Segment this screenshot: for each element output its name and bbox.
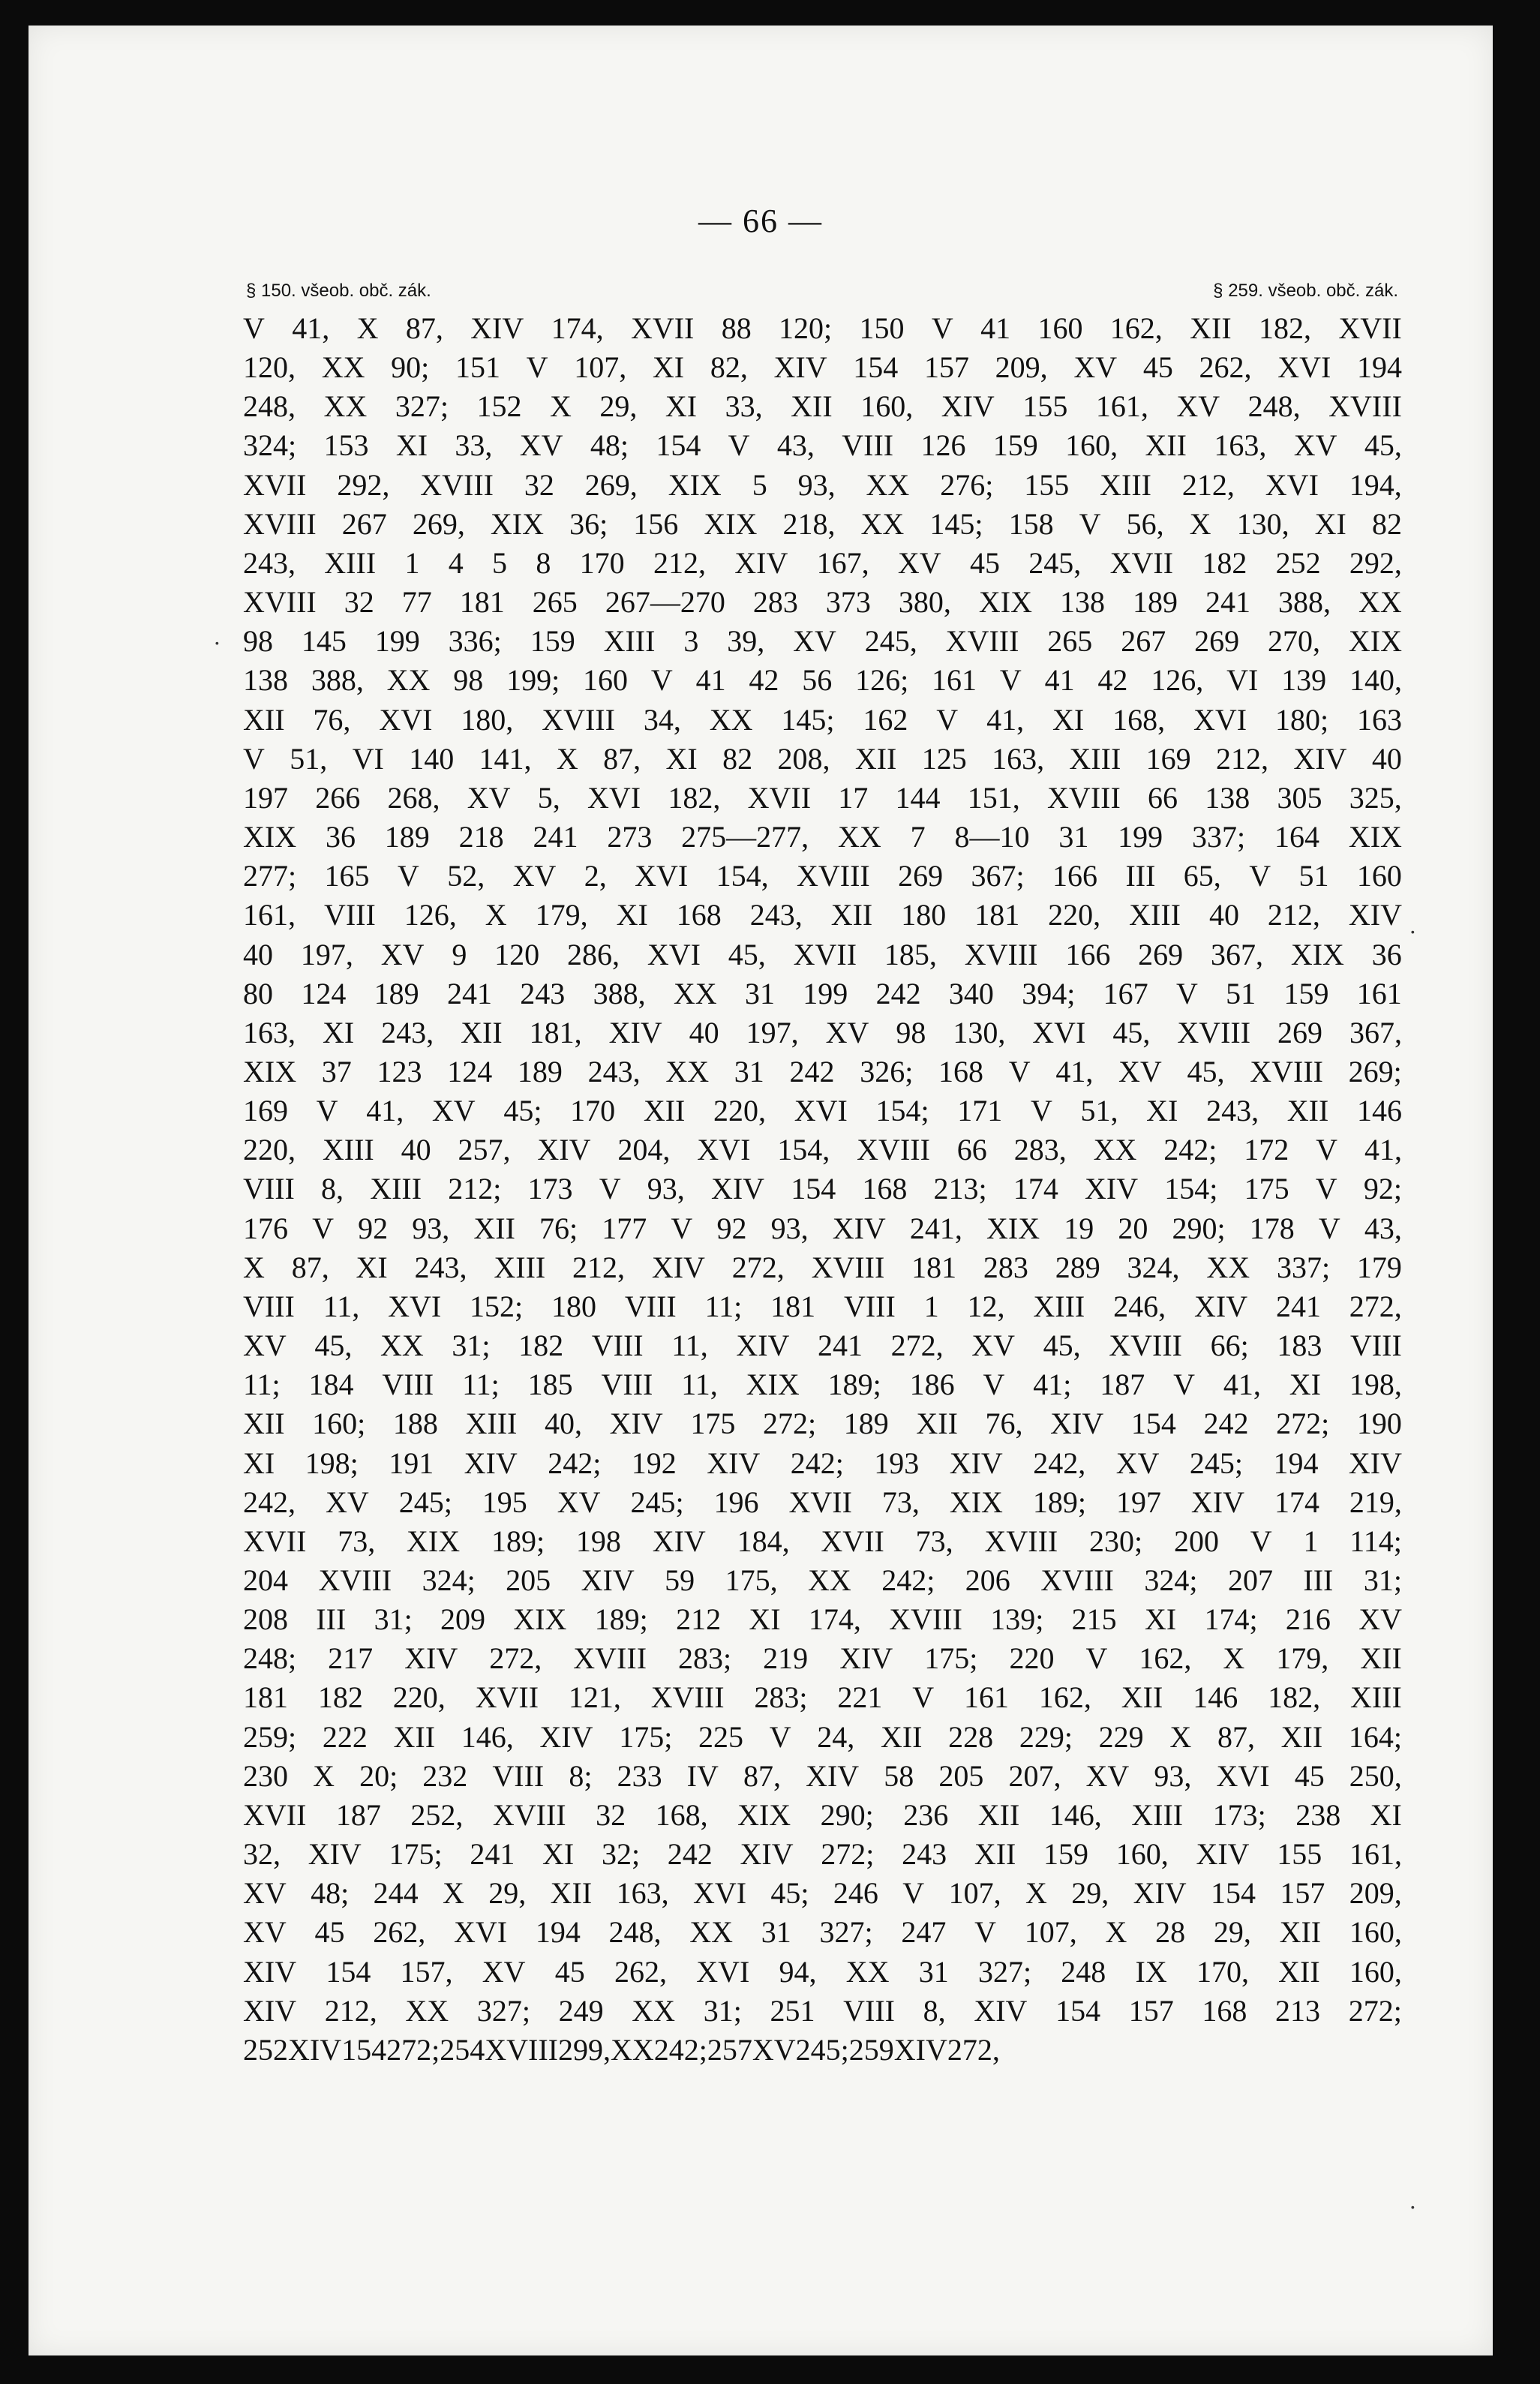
text-line: XV 45, XX 31; 182 VIII 11, XIV 241 272, XV 45, XVIII 66; 183 VIII [243, 1329, 1402, 1363]
text-line: V 41, X 87, XIV 174, XVII 88 120; 150 V 41 160 162, XII 182, XVII [243, 311, 1402, 345]
index-body-text [243, 309, 1402, 2070]
text-line: 181 182 220, XVII 121, XVIII 283; 221 V 161 162, XII 146 182, XIII [243, 1680, 1402, 1715]
text-line: XIV 154 157, XV 45 262, XVI 94, XX 31 327; 248 IX 170, XII 160, [243, 1954, 1402, 1989]
text-line: XII 76, XVI 180, XVIII 34, XX 145; 162 V 41, XI 168, XVI 180; 163 [243, 702, 1402, 737]
text-line: 204 XVIII 324; 205 XIV 59 175, XX 242; 206 XVIII 324; 207 III 31; [243, 1563, 1402, 1597]
text-line: XII 160; 188 XIII 40, XIV 175 272; 189 XII 76, XIV 154 242 272; 190 [243, 1407, 1402, 1441]
text-line: XVII 73, XIX 189; 198 XIV 184, XVII 73, XVIII 230; 200 V 1 114; [243, 1524, 1402, 1558]
margin-mark: · [1409, 918, 1417, 945]
section-reference-left: § 150. všeob. obč. zák. [246, 281, 431, 301]
text-line: VIII 8, XIII 212; 173 V 93, XIV 154 168 213; 174 XIV 154; 175 V 92; [243, 1172, 1402, 1206]
text-line: 80 124 189 241 243 388, XX 31 199 242 340 394; 167 V 51 159 161 [243, 976, 1402, 1010]
text-line: XIX 37 123 124 189 243, XX 31 242 326; 168 V 41, XV 45, XVIII 269; [243, 1054, 1402, 1088]
text-line: VIII 11, XVI 152; 180 VIII 11; 181 VIII 1 12, XIII 246, XIV 241 272, [243, 1289, 1402, 1323]
text-line: XVIII 32 77 181 265 267—270 283 373 380, XIX 138 189 241 388, XX [243, 585, 1402, 620]
document-page [29, 26, 1493, 2355]
text-line: 208 III 31; 209 XIX 189; 212 XI 174, XVIII 139; 215 XI 174; 216 XV [243, 1602, 1402, 1637]
text-line: XIV 212, XX 327; 249 XX 31; 251 VIII 8, XIV 154 157 168 213 272; [243, 1993, 1402, 2028]
text-line: XVII 187 252, XVIII 32 168, XIX 290; 236 XII 146, XIII 173; 238 XI [243, 1797, 1402, 1832]
margin-mark: · [213, 629, 221, 656]
text-line: 248, XX 327; 152 X 29, XI 33, XII 160, XIV 155 161, XV 248, XVIII [243, 389, 1402, 424]
text-line: 169 V 41, XV 45; 170 XII 220, XVI 154; 171 V 51, XI 243, XII 146 [243, 1094, 1402, 1128]
text-line: 120, XX 90; 151 V 107, XI 82, XIV 154 157 209, XV 45 262, XVI 194 [243, 350, 1402, 385]
text-line: XV 48; 244 X 29, XII 163, XVI 45; 246 V 107, X 29, XIV 154 157 209, [243, 1876, 1402, 1911]
text-line: 252 XIV 154 272; 254 XVIII 299, XX 242; 257 XV 245; 259 XIV 272, [243, 2032, 1000, 2067]
text-line: XVIII 267 269, XIX 36; 156 XIX 218, XX 145; 158 V 56, X 130, XI 82 [243, 506, 1402, 541]
text-line: 161, VIII 126, X 179, XI 168 243, XII 180 181 220, XIII 40 212, XIV [243, 898, 1402, 932]
text-line: XV 45 262, XVI 194 248, XX 31 327; 247 V 107, X 28 29, XII 160, [243, 1915, 1402, 1950]
text-line: 277; 165 V 52, XV 2, XVI 154, XVIII 269 367; 166 III 65, V 51 160 [243, 859, 1402, 893]
text-line: 197 266 268, XV 5, XVI 182, XVII 17 144 151, XVIII 66 138 305 325, [243, 780, 1402, 815]
text-line: 138 388, XX 98 199; 160 V 41 42 56 126; 161 V 41 42 126, VI 139 140, [243, 663, 1402, 698]
section-reference-right: § 259. všeob. obč. zák. [1213, 281, 1398, 301]
page-number: — 66 — [698, 203, 823, 239]
text-line: 11; 184 VIII 11; 185 VIII 11, XIX 189; 186 V 41; 187 V 41, XI 198, [243, 1368, 1402, 1402]
text-line: 98 145 199 336; 159 XIII 3 39, XV 245, XVIII 265 267 269 270, XIX [243, 624, 1402, 659]
text-line: 259; 222 XII 146, XIV 175; 225 V 24, XII 228 229; 229 X 87, XII 164; [243, 1719, 1402, 1754]
text-line: 220, XIII 40 257, XIV 204, XVI 154, XVIII 66 283, XX 242; 172 V 41, [243, 1133, 1402, 1167]
text-line: 163, XI 243, XII 181, XIV 40 197, XV 98 130, XVI 45, XVIII 269 367, [243, 1015, 1402, 1049]
text-line: XIX 36 189 218 241 273 275—277, XX 7 8—10 31 199 337; 164 XIX [243, 820, 1402, 854]
text-line: 40 197, XV 9 120 286, XVI 45, XVII 185, XVIII 166 269 367, XIX 36 [243, 937, 1402, 971]
text-line: 230 X 20; 232 VIII 8; 233 IV 87, XIV 58 205 207, XV 93, XVI 45 250, [243, 1758, 1402, 1793]
text-line: 248; 217 XIV 272, XVIII 283; 219 XIV 175; 220 V 162, X 179, XII [243, 1641, 1402, 1676]
text-line: 32, XIV 175; 241 XI 32; 242 XIV 272; 243 XII 159 160, XIV 155 161, [243, 1837, 1402, 1872]
text-line: V 51, VI 140 141, X 87, XI 82 208, XII 125 163, XIII 169 212, XIV 40 [243, 741, 1402, 776]
margin-mark: · [1409, 2193, 1417, 2220]
text-line: XVII 292, XVIII 32 269, XIX 5 93, XX 276; 155 XIII 212, XVI 194, [243, 467, 1402, 502]
text-line: 324; 153 XI 33, XV 48; 154 V 43, VIII 126 159 160, XII 163, XV 45, [243, 428, 1402, 463]
text-line: X 87, XI 243, XIII 212, XIV 272, XVIII 181 283 289 324, XX 337; 179 [243, 1250, 1402, 1284]
text-line: XI 198; 191 XIV 242; 192 XIV 242; 193 XIV 242, XV 245; 194 XIV [243, 1446, 1402, 1480]
text-line: 243, XIII 1 4 5 8 170 212, XIV 167, XV 45 245, XVII 182 252 292, [243, 545, 1402, 580]
text-line: 242, XV 245; 195 XV 245; 196 XVII 73, XIX 189; 197 XIV 174 219, [243, 1485, 1402, 1519]
text-line: 176 V 92 93, XII 76; 177 V 92 93, XIV 241, XIX 19 20 290; 178 V 43, [243, 1211, 1402, 1245]
